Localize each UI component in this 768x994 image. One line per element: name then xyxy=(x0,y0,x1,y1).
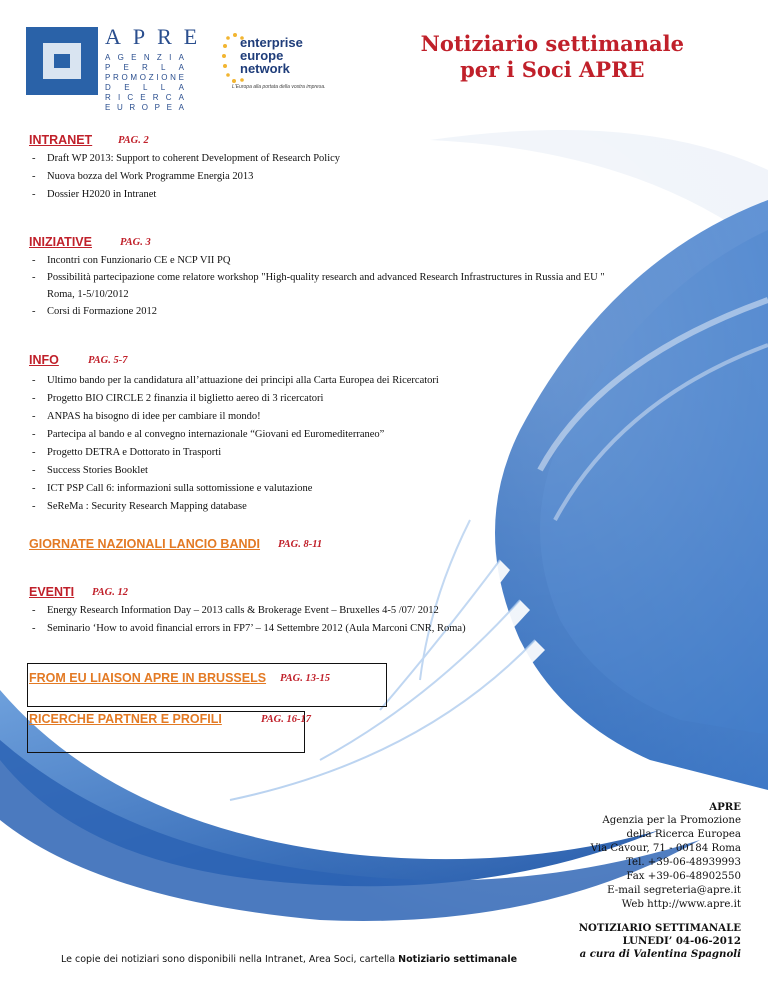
apre-name-row: E U R O P E A xyxy=(105,103,185,112)
list-item-continuation: Roma, 1-5/10/2012 xyxy=(47,289,129,300)
apre-name-row: P E R L A xyxy=(105,63,185,72)
apre-full-name xyxy=(105,53,185,113)
contact-line: della Ricerca Europea xyxy=(626,829,741,840)
section-giornate-page: PAG. 8-11 xyxy=(278,539,323,550)
archive-folder-name: Notiziario settimanale xyxy=(398,954,518,965)
liaison-box xyxy=(27,663,387,707)
section-info-heading[interactable]: INFO xyxy=(29,353,59,367)
apre-contact-block xyxy=(591,800,741,912)
contact-web-link[interactable]: Web http://www.apre.it xyxy=(621,899,741,910)
een-tagline: L'Europa alla portata della vostra impresa. xyxy=(232,84,326,90)
een-logo-text xyxy=(240,36,303,75)
een-line-2: europe xyxy=(240,48,284,63)
een-line-1: enterprise xyxy=(240,35,303,50)
section-eventi-page: PAG. 12 xyxy=(92,587,128,598)
apre-name-row: D E L L A xyxy=(105,83,185,92)
section-ricerche-heading[interactable]: RICERCHE PARTNER E PROFILI xyxy=(29,712,222,726)
newsletter-title xyxy=(421,31,684,83)
apre-name-row: R I C E R C A xyxy=(105,93,185,102)
contact-email-link[interactable]: E-mail segreteria@apre.it xyxy=(607,885,741,896)
apre-name-row: P R O M O Z I O N E xyxy=(105,73,185,82)
section-eventi-heading[interactable]: EVENTI xyxy=(29,585,75,599)
contact-line: Agenzia per la Promozione xyxy=(602,815,741,826)
contact-fax: Fax +39-06-48902550 xyxy=(626,871,741,882)
section-info-page: PAG. 5-7 xyxy=(88,355,128,366)
section-iniziative-page: PAG. 3 xyxy=(120,237,151,248)
apre-wordmark: APRE xyxy=(105,24,210,49)
section-giornate-heading[interactable]: GIORNATE NAZIONALI LANCIO BANDI xyxy=(29,537,261,551)
section-liaison-heading[interactable]: FROM EU LIAISON APRE IN BRUSSELS xyxy=(29,671,267,685)
issue-label: NOTIZIARIO SETTIMANALE xyxy=(578,922,741,934)
een-line-3: network xyxy=(240,61,290,76)
issue-date: LUNEDI’ 04-06-2012 xyxy=(622,935,741,947)
section-liaison-page: PAG. 13-15 xyxy=(280,673,330,684)
section-intranet-heading[interactable]: INTRANET xyxy=(29,133,93,147)
contact-address: Via Cavour, 71 - 00184 Roma xyxy=(590,843,741,854)
title-line-1: Notiziario settimanale xyxy=(420,31,684,56)
apre-logo xyxy=(26,27,98,95)
section-iniziative-heading[interactable]: INIZIATIVE xyxy=(29,235,92,249)
archive-note: Le copie dei notiziari sono disponibili nella Intranet, Area Soci, cartella Notiziario settimanale xyxy=(61,954,518,965)
title-line-2: per i Soci APRE xyxy=(460,57,645,82)
contact-name: APRE xyxy=(709,801,741,813)
contact-phone: Tel. +39-06-48939993 xyxy=(626,857,741,868)
issue-info-block xyxy=(579,922,741,961)
section-intranet-page: PAG. 2 xyxy=(118,135,149,146)
apre-name-row: A G E N Z I A xyxy=(105,53,185,62)
issue-editor: a cura di Valentina Spagnoli xyxy=(579,948,741,960)
section-ricerche-page: PAG. 16-17 xyxy=(261,714,311,725)
